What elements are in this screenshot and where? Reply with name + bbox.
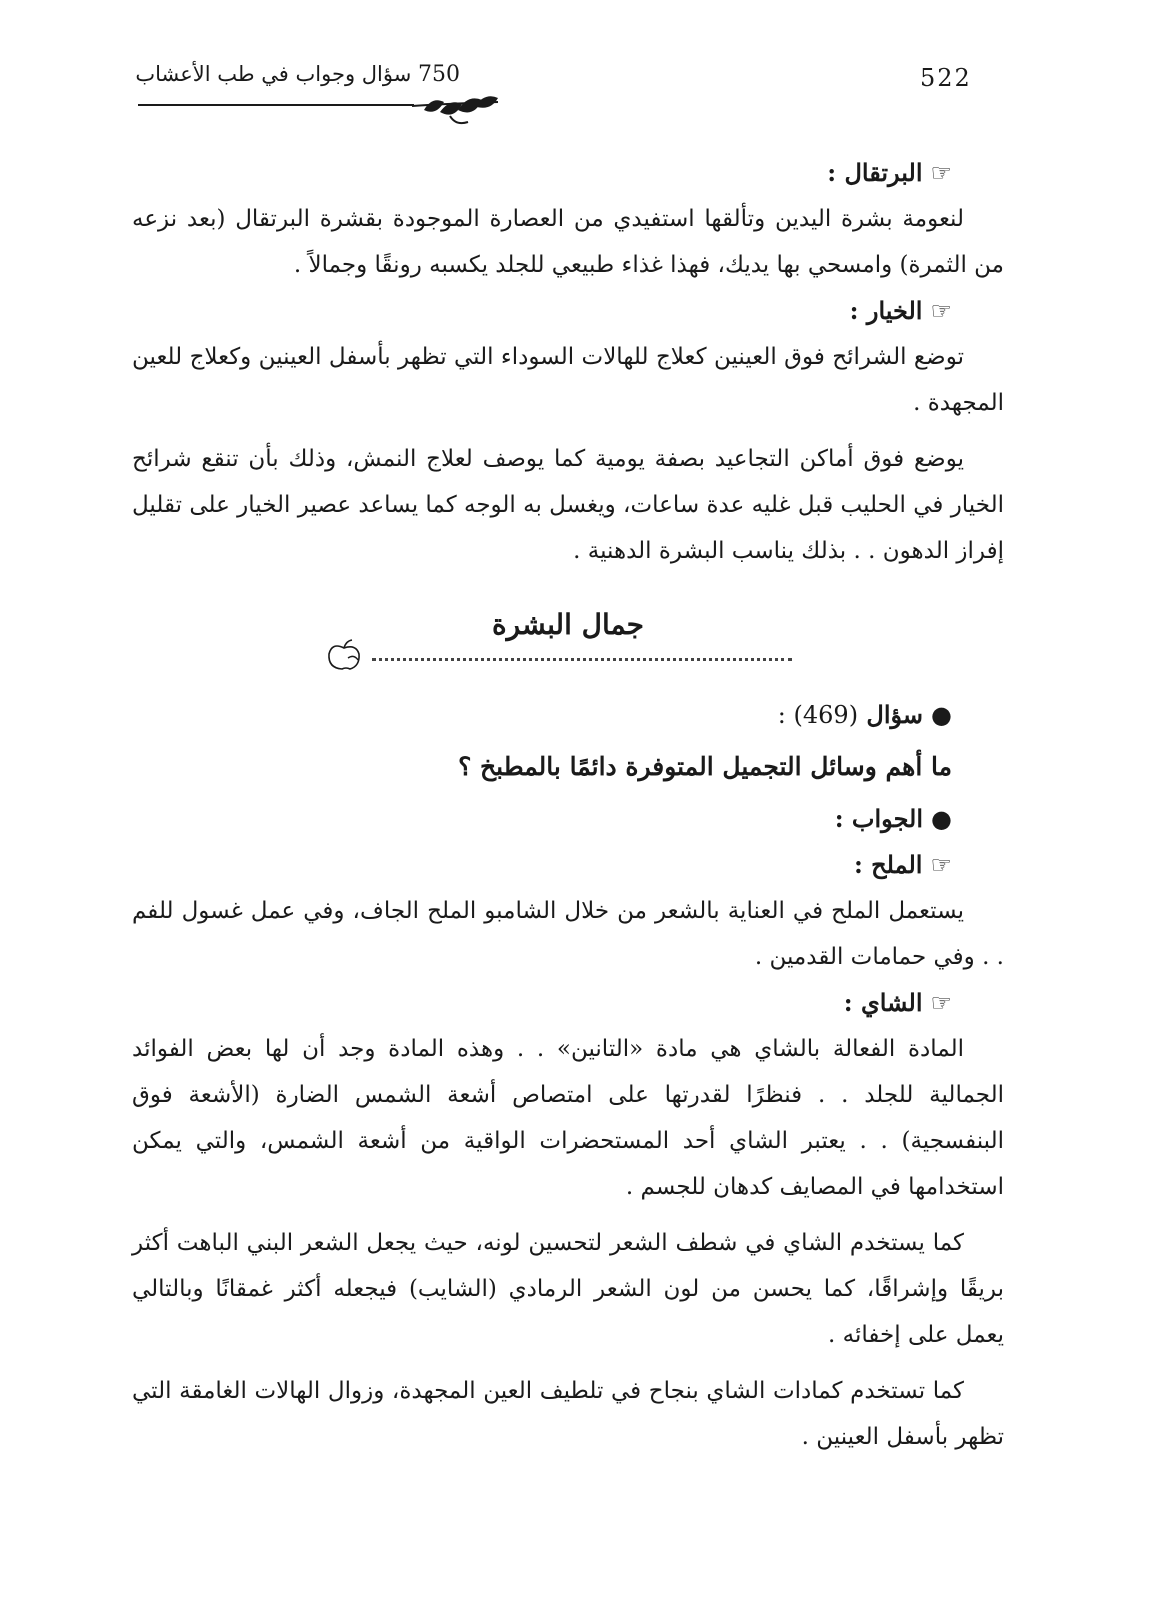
running-title [120, 62, 460, 87]
dotted-line [372, 658, 792, 661]
question-number: (469) : [777, 701, 859, 729]
question-heading: ●سؤال (469) : [777, 700, 952, 729]
orange-paragraph: لنعومة بشرة اليدين وتألقها استفيدي من العصارة الموجودة بقشرة البرتقال (بعد نزعه من الثمرة) وامسحي بها يديك، فهذا غذاء طبيعي للجلد يكسبه رونقًا وجمالاً . [132, 206, 1004, 278]
question-text: ما أهم وسائل التجميل المتوفرة دائمًا بالمطبخ ؟ [458, 752, 952, 781]
running-title-number: 750 [418, 62, 460, 87]
header-rule [138, 104, 414, 106]
apple-icon: ● [931, 805, 952, 833]
page-body [132, 150, 1004, 1460]
apple-icon: ● [931, 701, 952, 729]
heading-orange: ☞البرتقال : [827, 158, 952, 187]
pointing-hand-icon: ☞ [930, 989, 952, 1017]
cucumber-paragraph-2: يوضع فوق أماكن التجاعيد بصفة يومية كما يوصف لعلاج النمش، وذلك بأن تنقع شرائح الخيار في الحليب قبل غليه عدة ساعات، ويغسل به الوجه كما يساعد عصير الخيار على تقليل إفراز الدهون . . بذلك يناسب البشرة الدهنية . [132, 446, 1004, 564]
pointing-hand-icon: ☞ [930, 297, 952, 325]
tea-paragraph-1: المادة الفعالة بالشاي هي مادة «التانين» . . وهذه المادة وجد أن لها بعض الفوائد الجمالية للجلد . . فنظرًا لقدرتها على امتصاص أشعة الشمس الضارة (الأشعة فوق البنفسجية) . . يعتبر الشاي أحد المستحضرات الواقية من أشعة الشمس، والتي يمكن استخدامها في المصايف كدهان للجسم . [132, 1036, 1004, 1200]
cucumber-paragraph-1: توضع الشرائح فوق العينين كعلاج للهالات السوداء التي تظهر بأسفل العينين وكعلاج للعين المجهدة . [132, 344, 1004, 416]
salt-paragraph: يستعمل الملح في العناية بالشعر من خلال الشامبو الملح الجاف، وفي عمل غسول للفم . . وفي حمامات القدمين . [132, 898, 1004, 970]
heading-cucumber: ☞الخيار : [849, 296, 952, 325]
page-number: 522 [920, 64, 972, 92]
section-divider [132, 652, 1004, 692]
pointing-hand-icon: ☞ [930, 159, 952, 187]
answer-heading: ●الجواب : [834, 804, 952, 833]
running-title-text: سؤال وجواب في طب الأعشاب [135, 62, 412, 86]
tea-paragraph-2: كما يستخدم الشاي في شطف الشعر لتحسين لونه، حيث يجعل الشعر البني الباهت أكثر بريقًا وإشراقًا، كما يحسن من لون الشعر الرمادي (الشايب) فيجعله أكثر غمقانًا وبالتالي يعمل على إخفائه . [132, 1230, 1004, 1348]
heading-tea: ☞الشاي : [843, 988, 952, 1017]
tea-paragraph-3: كما تستخدم كمادات الشاي بنجاح في تلطيف العين المجهدة، وزوال الهالات الغامقة التي تظهر بأسفل العينين . [132, 1378, 1004, 1450]
apple-outline-ornament [324, 638, 364, 672]
leaf-ornament [410, 90, 502, 130]
section-title: جمال البشرة [492, 608, 644, 641]
heading-salt: ☞الملح : [853, 850, 952, 879]
pointing-hand-icon: ☞ [930, 851, 952, 879]
